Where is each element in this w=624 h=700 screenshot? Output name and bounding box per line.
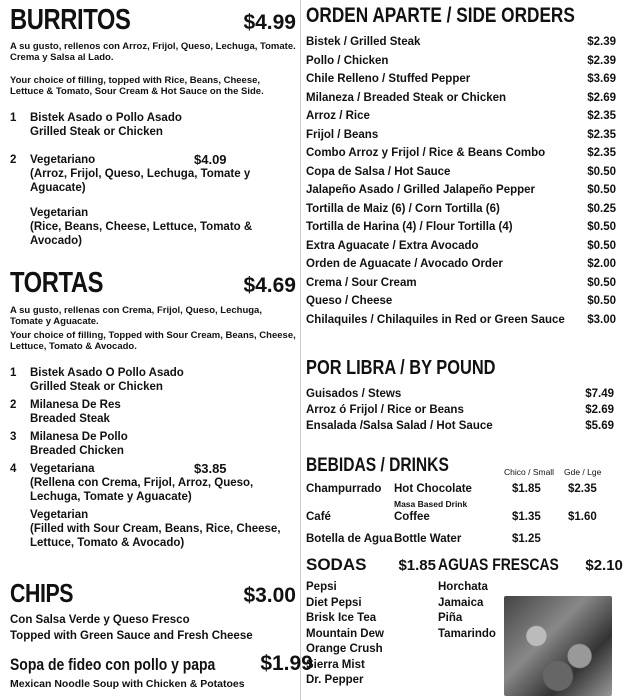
sodas-section bbox=[306, 555, 436, 689]
sopa-title: Sopa de fideo con pollo y papa bbox=[10, 655, 216, 674]
tortas-title: TORTAS bbox=[10, 267, 104, 299]
item-number: 3 bbox=[10, 431, 17, 443]
side-order-row bbox=[306, 163, 616, 182]
right-column bbox=[306, 4, 623, 686]
by-pound-row bbox=[306, 386, 614, 402]
drinks-photo bbox=[504, 596, 612, 696]
item-detail-en: (Rice, Beans, Cheese, Lettuce, Tomato & Avocado) bbox=[30, 221, 253, 247]
burritos-section bbox=[10, 4, 296, 248]
left-column bbox=[10, 4, 313, 690]
drink-price-small: $1.35 bbox=[512, 511, 541, 523]
agua-item: Tamarindo bbox=[438, 627, 496, 640]
chips-desc-en: Topped with Green Sauce and Fresh Cheese bbox=[10, 630, 253, 642]
item-name: Milanesa De Pollo bbox=[30, 431, 128, 443]
chips-price: $3.00 bbox=[243, 584, 296, 607]
soda-item: Dr. Pepper bbox=[306, 674, 364, 686]
side-order-name: Chilaquiles / Chilaquiles in Red or Green Sauce bbox=[306, 313, 565, 326]
drink-name-en: Hot Chocolate bbox=[394, 483, 472, 495]
by-pound-price: $2.69 bbox=[585, 404, 614, 416]
item-number: 4 bbox=[10, 463, 17, 475]
burritos-item bbox=[10, 111, 296, 139]
side-order-name: Chile Relleno / Stuffed Pepper bbox=[306, 73, 471, 86]
burritos-item bbox=[10, 153, 296, 248]
side-order-name: Extra Aguacate / Extra Avocado bbox=[306, 239, 479, 252]
sodas-price: $1.85 bbox=[398, 557, 436, 574]
burritos-desc-en: Your choice of filling, topped with Rice, Beans, Cheese, Lettuce & Tomato, Sour Cream & Hot Sauce on the Side. bbox=[10, 75, 264, 97]
sodas-list bbox=[306, 580, 436, 689]
item-name: Bistek Asado O Pollo Asado bbox=[30, 367, 184, 379]
by-pound-name: Ensalada /Salsa Salad / Hot Sauce bbox=[306, 420, 493, 432]
item-name: Vegetariana bbox=[30, 463, 95, 475]
drink-price-small: $1.85 bbox=[512, 483, 541, 495]
side-order-name: Bistek / Grilled Steak bbox=[306, 36, 421, 49]
side-order-name: Orden de Aguacate / Avocado Order bbox=[306, 258, 503, 271]
side-order-name: Tortilla de Harina (4) / Flour Tortilla (4) bbox=[306, 221, 513, 234]
side-order-row bbox=[306, 311, 616, 330]
chips-title: CHIPS bbox=[10, 578, 74, 608]
item-detail: (Arroz, Frijol, Queso, Lechuga, Tomate y Aguacate) bbox=[30, 168, 251, 194]
drinks-title: BEBIDAS / DRINKS bbox=[306, 455, 449, 476]
drink-name-es: Botella de Agua bbox=[306, 533, 393, 545]
side-order-name: Arroz / Rice bbox=[306, 110, 370, 123]
tortas-section bbox=[10, 267, 296, 550]
side-order-price: $2.35 bbox=[587, 110, 616, 123]
drink-row bbox=[306, 477, 614, 499]
side-order-row bbox=[306, 107, 616, 126]
drink-row bbox=[306, 499, 614, 527]
side-order-row bbox=[306, 274, 616, 293]
side-order-price: $0.50 bbox=[587, 239, 616, 252]
soda-item: Orange Crush bbox=[306, 643, 383, 655]
side-order-row bbox=[306, 33, 616, 52]
side-order-price: $0.50 bbox=[587, 184, 616, 197]
tortas-item bbox=[10, 462, 296, 550]
by-pound-price: $7.49 bbox=[585, 388, 614, 400]
agua-item: Piña bbox=[438, 612, 463, 624]
side-order-price: $3.69 bbox=[587, 73, 616, 86]
burritos-price: $4.99 bbox=[243, 11, 296, 34]
side-order-name: Copa de Salsa / Hot Sauce bbox=[306, 165, 451, 178]
item-name: Vegetariano bbox=[30, 154, 96, 166]
by-pound-price: $5.69 bbox=[585, 420, 614, 432]
item-number: 1 bbox=[10, 112, 17, 124]
aguas-title: AGUAS FRESCAS bbox=[438, 555, 559, 574]
side-order-name: Frijol / Beans bbox=[306, 128, 379, 141]
side-order-row bbox=[306, 218, 616, 237]
side-order-name: Milaneza / Breaded Steak or Chicken bbox=[306, 91, 507, 104]
item-name-en: Grilled Steak or Chicken bbox=[30, 126, 163, 138]
soda-item: Mountain Dew bbox=[306, 627, 384, 640]
side-order-price: $2.39 bbox=[587, 54, 616, 67]
side-order-price: $0.50 bbox=[587, 165, 616, 178]
side-order-price: $0.50 bbox=[587, 221, 616, 234]
tortas-desc-en: Your choice of filling, Topped with Sour Cream, Beans, Cheese, Lettuce, Tomato & Avocado. bbox=[10, 330, 296, 352]
side-order-name: Queso / Cheese bbox=[306, 295, 393, 308]
by-pound-list bbox=[306, 386, 614, 434]
small-size-header: Chico / Small bbox=[504, 467, 555, 477]
side-orders-title: ORDEN APARTE / SIDE ORDERS bbox=[306, 4, 575, 27]
by-pound-row bbox=[306, 418, 614, 434]
soda-item: Diet Pepsi bbox=[306, 596, 362, 609]
sopa-section bbox=[10, 652, 313, 690]
side-order-price: $2.69 bbox=[587, 91, 616, 104]
item-number: 2 bbox=[10, 154, 17, 166]
soda-item: Brisk Ice Tea bbox=[306, 612, 377, 624]
side-order-name: Combo Arroz y Frijol / Rice & Beans Combo bbox=[306, 147, 546, 160]
side-order-row bbox=[306, 70, 616, 89]
item-name-en: Vegetarian bbox=[30, 207, 89, 219]
side-orders-section bbox=[306, 4, 616, 329]
side-order-price: $2.35 bbox=[587, 128, 616, 141]
burritos-desc-es: A su gusto, rellenos con Arroz, Frijol, Queso, Lechuga, Tomate. Crema y Salsa al Lado. bbox=[10, 41, 296, 63]
aguas-price: $2.10 bbox=[585, 557, 623, 574]
agua-item: Jamaica bbox=[438, 596, 484, 609]
item-name-en: Grilled Steak or Chicken bbox=[30, 381, 163, 393]
drinks-section bbox=[306, 455, 614, 549]
side-order-name: Pollo / Chicken bbox=[306, 54, 389, 67]
by-pound-name: Arroz ó Frijol / Rice or Beans bbox=[306, 404, 464, 416]
side-order-row bbox=[306, 89, 616, 108]
drink-name-en: Bottle Water bbox=[394, 533, 462, 545]
side-order-row bbox=[306, 200, 616, 219]
drink-price-small: $1.25 bbox=[512, 533, 541, 545]
item-detail: (Rellena con Crema, Frijol, Arroz, Queso, bbox=[30, 477, 254, 489]
side-order-name: Tortilla de Maiz (6) / Corn Tortilla (6) bbox=[306, 202, 500, 215]
item-name: Milanesa De Res bbox=[30, 399, 121, 411]
drinks-list bbox=[306, 477, 614, 549]
tortas-desc-es: A su gusto, rellenas con Crema, Frijol, Queso, Lechuga, Tomate y Aguacate. bbox=[10, 305, 262, 327]
side-order-price: $2.39 bbox=[587, 36, 616, 49]
drink-note: Masa Based Drink bbox=[394, 499, 468, 509]
column-divider bbox=[300, 0, 301, 700]
tortas-item bbox=[10, 366, 296, 394]
drink-name-en: Coffee bbox=[394, 511, 430, 523]
chips-section bbox=[10, 578, 296, 643]
side-orders-list bbox=[306, 33, 616, 329]
soda-item: Sierra Mist bbox=[306, 658, 365, 671]
side-order-price: $0.50 bbox=[587, 276, 616, 289]
side-order-price: $2.35 bbox=[587, 147, 616, 160]
tortas-price: $4.69 bbox=[243, 274, 296, 297]
drink-name-es: Café bbox=[306, 511, 331, 523]
side-order-row bbox=[306, 144, 616, 163]
item-price: $4.09 bbox=[194, 152, 227, 167]
burritos-title: BURRITOS bbox=[10, 4, 131, 36]
side-order-price: $0.25 bbox=[587, 202, 616, 215]
item-name-en: Breaded Steak bbox=[30, 413, 110, 425]
by-pound-row bbox=[306, 402, 614, 418]
large-size-header: Gde / Lge bbox=[564, 467, 602, 477]
soda-item: Pepsi bbox=[306, 581, 337, 593]
side-order-name: Crema / Sour Cream bbox=[306, 276, 417, 289]
item-number: 1 bbox=[10, 367, 17, 379]
item-detail: Lechuga, Tomate y Aguacate) bbox=[30, 491, 192, 503]
item-detail-en: Lettuce, Tomato & Avocado) bbox=[30, 537, 185, 549]
drink-name-es: Champurrado bbox=[306, 483, 382, 495]
chips-desc-es: Con Salsa Verde y Queso Fresco bbox=[10, 614, 190, 626]
drink-price-large: $1.60 bbox=[568, 511, 597, 523]
item-name: Bistek Asado o Pollo Asado bbox=[30, 112, 182, 124]
item-name-en: Breaded Chicken bbox=[30, 445, 124, 457]
side-order-name: Jalapeño Asado / Grilled Jalapeño Pepper bbox=[306, 184, 536, 197]
sodas-title: SODAS bbox=[306, 555, 367, 574]
item-price: $3.85 bbox=[194, 461, 227, 476]
item-detail-en: (Filled with Sour Cream, Beans, Rice, Cheese, bbox=[30, 523, 281, 535]
item-number: 2 bbox=[10, 399, 17, 411]
by-pound-title: POR LIBRA / BY POUND bbox=[306, 357, 496, 379]
side-order-row bbox=[306, 292, 616, 311]
side-order-row bbox=[306, 237, 616, 256]
tortas-item bbox=[10, 398, 296, 426]
sopa-price: $1.99 bbox=[260, 652, 313, 675]
side-order-row bbox=[306, 181, 616, 200]
side-order-row bbox=[306, 126, 616, 145]
sopa-desc: Mexican Noodle Soup with Chicken & Potatoes bbox=[10, 678, 245, 690]
drink-price-large: $2.35 bbox=[568, 483, 597, 495]
item-name-en: Vegetarian bbox=[30, 509, 89, 521]
by-pound-section bbox=[306, 357, 614, 434]
side-order-price: $2.00 bbox=[587, 258, 616, 271]
side-order-row bbox=[306, 52, 616, 71]
tortas-item bbox=[10, 430, 296, 458]
drink-row bbox=[306, 527, 614, 549]
side-order-price: $3.00 bbox=[587, 313, 616, 326]
agua-item: Horchata bbox=[438, 581, 488, 593]
side-order-row bbox=[306, 255, 616, 274]
side-order-price: $0.50 bbox=[587, 295, 616, 308]
by-pound-name: Guisados / Stews bbox=[306, 388, 402, 400]
